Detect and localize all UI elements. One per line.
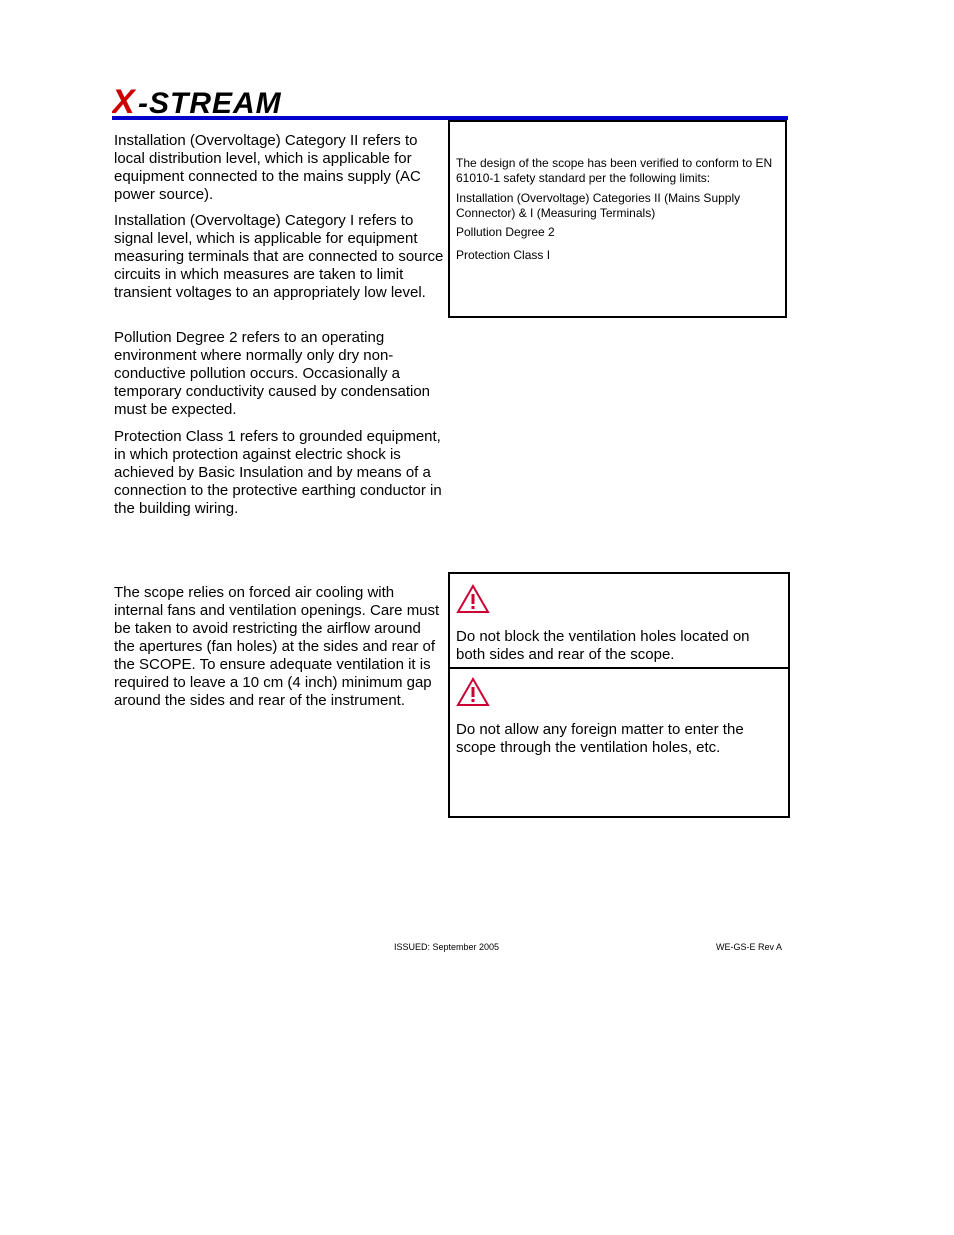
compliance-pollution: Pollution Degree 2 <box>456 225 555 239</box>
xstream-logo <box>112 84 352 116</box>
compliance-intro: The design of the scope has been verified to conform to EN 61010-1 safety standard per the following limits: <box>456 156 773 185</box>
warning-box-foreign-matter <box>448 667 790 818</box>
paragraph-pollution-degree: Pollution Degree 2 refers to an operating environment where normally only dry non-conductive pollution occurs. Occasionally a temporary conductivity caused by condensation must be expected. <box>114 329 431 418</box>
footer-issued: ISSUED: September 2005 <box>394 942 500 952</box>
caution-triangle-icon <box>456 677 490 707</box>
compliance-box <box>448 120 787 318</box>
paragraph-protection-class: Protection Class 1 refers to grounded equipment, in which protection against electric shock is achieved by Basic Insulation and by means of a connection to the protective earthing conductor in the building wiring. <box>114 428 442 517</box>
compliance-categories: Installation (Overvoltage) Categories II (Mains Supply Connector) & I (Measuring Terminals) <box>456 191 741 220</box>
caution-triangle-icon <box>456 584 490 614</box>
footer-revision: WE-GS-E Rev A <box>716 942 783 952</box>
compliance-protection: Protection Class I <box>456 248 551 262</box>
paragraph-cooling: The scope relies on forced air cooling with internal fans and ventilation openings. Care must be taken to avoid restricting the airflow around the apertures (fan holes) at the sides and rear of the SCOPE. To ensure adequate ventilation it is required to leave a 10 cm (4 inch) minimum gap around the sides and rear of the instrument. <box>114 584 440 709</box>
paragraph-category-ii: Installation (Overvoltage) Category II refers to local distribution level, which is applicable for equipment connected to the mains supply (AC power source). <box>114 132 421 203</box>
warning-box-ventilation <box>448 572 790 669</box>
logo-stream: -STREAM <box>138 87 282 116</box>
paragraph-category-i: Installation (Overvoltage) Category I refers to signal level, which is applicable for equipment measuring terminals that are connected to source circuits in which measures are taken to limit transient voltages to an appropriately low level. <box>114 212 444 301</box>
warning-foreign-matter-text: Do not allow any foreign matter to enter the scope through the ventilation holes, etc. <box>456 721 744 756</box>
warning-ventilation-text: Do not block the ventilation holes located on both sides and rear of the scope. <box>456 628 750 663</box>
logo-x: X <box>112 84 135 116</box>
